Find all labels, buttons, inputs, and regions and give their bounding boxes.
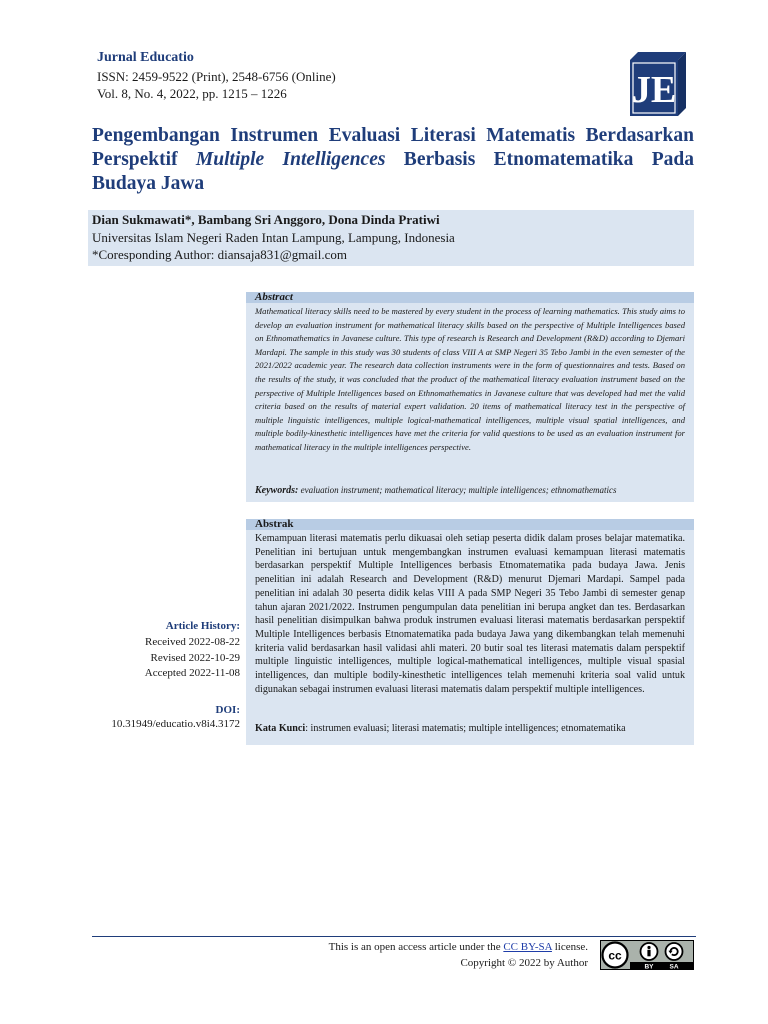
article-history-label: Article History: [165,620,240,632]
keywords-label: Keywords: [255,485,299,496]
journal-name: Jurnal Educatio [97,50,194,65]
cc-by-sa-icon[interactable] [600,940,694,970]
svg-text:cc: cc [608,948,622,963]
title-part1: Pengembangan Instrumen Evaluasi Literasi Matematis Berdasarkan Perspektif [92,125,694,170]
badge-by: BY [644,963,654,970]
journal-volume: Vol. 8, No. 4, 2022, pp. 1215 – 1226 [97,86,287,101]
license-statement [329,941,588,953]
license-link[interactable]: CC BY-SA [503,941,552,953]
abstract-text: Mathematical literacy skills need to be mastered by every student in the process of learning mathematics. This study aims to develop an evaluation instrument for mathematical literacy skills based on the perspective of Multiple Intelligences based on Ethnomathematics in Javanese culture. This type of research is Research and Development (R&D) according to Djemari Mardapi. The sample in this study was 30 students of class VIII A at SMP Negeri 35 Tebo Jambi in the even semester of the 2021/2022 academic year. The research data collection instruments were in the form of questionnaires and tests. Based on the results of the study, it was concluded that the product of the mathematical literacy evaluation instrument based on the perspective of Multiple Intelligences based on Ethnomathematics in Javanese culture that was developed had met the valid criteria based on the results of material expert validation. 20 items of mathematical literacy test in the perspective of multiple linguistic intelligences, multiple logical-mathematical intelligences, multiple visual spatial intelligences, and multiple bodily-kinesthetic intelligences have met the criteria for valid questions to be used as an evaluation instrument for mathematical literacy in the multiple intelligences perspective. [255,306,685,452]
received-date: Received 2022-08-22 [145,636,240,648]
corresponding-author: *Coresponding Author: diansaja831@gmail.com [92,247,347,262]
katakunci-list: : instrumen evaluasi; literasi matematis; multiple intelligences; etnomatematika [305,723,626,734]
abstract-header [246,292,694,303]
keywords-list: evaluation instrument; mathematical literacy; multiple intelligences; ethnomathematics [298,485,617,495]
footer-divider [92,936,696,937]
journal-issn: ISSN: 2459-9522 (Print), 2548-6756 (Online) [97,69,336,84]
title-part2: Berbasis Etnomatematika Pada Budaya Jawa [92,149,695,194]
abstrak-header [246,519,694,530]
article-title [92,124,694,196]
abstrak-heading: Abstrak [255,518,294,530]
revised-date: Revised 2022-10-29 [150,652,240,664]
abstrak-text: Kemampuan literasi matematis perlu dikuasai oleh setiap peserta didik dalam proses belajar matematika. Penelitian ini bertujuan untuk mengembangkan instrumen evaluasi kemampuan literasi matematis berdasarkan perspektif Multiple Intelligences berbasis Etnomatematika pada budaya Jawa. Jenis penelitian ini adalah Research and Development (R&D) menurut Djemari Mardapi. Sampel pada penelitian ini adalah 30 peserta didik kelas VIII A pada SMP Negeri 35 Tebo Jambi di semester genap tahun ajaran 2021/2022. Instrumen pengumpulan data penelitian ini berupa angket dan tes. Berdasarkan hasil penelitian disimpulkan bahwa produk instrumen evaluasi literasi matematis berdasarkan perspektif Multiple Intelligences berbasis Etnomatematika pada budaya Jawa yang dikembangkan telah memenuhi kriteria valid berdasarkan hasil validasi ahli materi. 20 butir soal tes literasi matematis dalam perspektif multiple linguistic intelligences, multiple logical-mathematical intelligences, multiple visual spasial intelligences, dan multiple bodily-kinesthetic intelligences telah memenuhi kriteria soal valid untuk digunakan sebagai instrumen evaluasi literasi matematis dalam perspektif multiple intelligences. [255,533,685,695]
accepted-date: Accepted 2022-11-08 [144,667,240,679]
authors-box [88,210,694,266]
license-prefix: This is an open access article under the [328,941,504,953]
doi-label: DOI: [215,704,240,716]
abstract-box [246,292,694,502]
author-affiliation: Universitas Islam Negeri Raden Intan Lampung, Lampung, Indonesia [92,230,455,245]
copyright-text: Copyright © 2022 by Author [460,957,588,969]
journal-logo-icon [624,50,686,116]
doi-link[interactable]: 10.31949/educatio.v8i4.3172 [111,718,240,730]
badge-sa: SA [669,963,679,970]
license-suffix: license. [551,941,588,953]
abstract-heading: Abstract [255,291,293,303]
abstract-keywords [255,485,685,496]
title-italic: Multiple Intelligences [195,149,386,170]
katakunci-label: Kata Kunci [255,723,306,734]
abstrak-keywords [255,723,685,734]
abstrak-box [246,519,694,745]
author-names: Dian Sukmawati*, Bambang Sri Anggoro, Dona Dinda Pratiwi [92,212,440,227]
journal-logo-text: JE [631,69,677,111]
